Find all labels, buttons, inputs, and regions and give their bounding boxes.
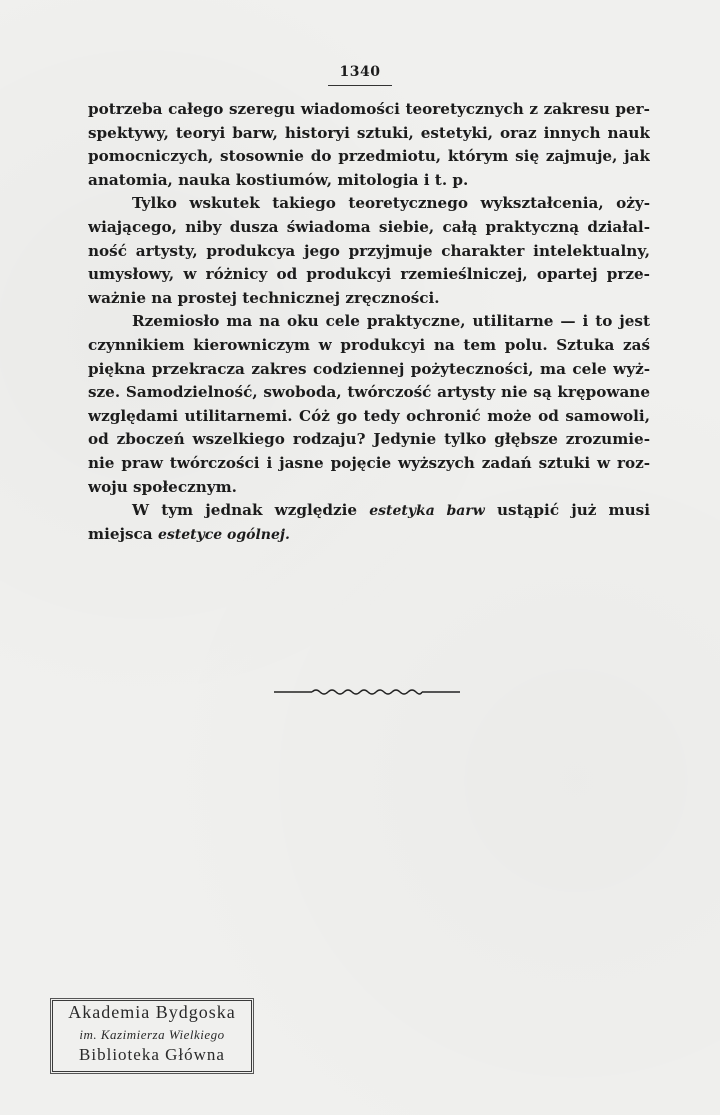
text-line-3: pomocniczych, stosownie do przedmiotu, którym się zajmuje, jak [88, 147, 650, 166]
text-line-17: woju społecznym. [88, 477, 237, 496]
text-line-16: nie praw twórczości i jasne pojęcie wyższych zadań sztuki w roz- [88, 453, 650, 472]
stamp-line-3: Biblioteka Główna [79, 1045, 225, 1064]
text-line-5: Tylko wskutek takiego teoretycznego wykształcenia, oży- [132, 194, 650, 213]
text-line-11: czynnikiem kierowniczym w produkcyi na tem polu. Sztuka zaś [88, 335, 650, 354]
wavy-ornament [272, 680, 462, 700]
text-line-10: Rzemiosło ma na oku cele praktyczne, utilitarne — i to jest [132, 312, 650, 331]
text-line-15: od zboczeń wszelkiego rodzaju? Jedynie tylko głębsze zrozumie- [88, 430, 650, 449]
text-line-13: sze. Samodzielność, swoboda, twórczość artysty nie są krępowane [88, 383, 650, 402]
text-line-7: ność artysty, produkcya jego przyjmuje charakter intelektualny, [88, 241, 650, 260]
stamp-line-2: im. Kazimierza Wielkiego [79, 1027, 225, 1042]
text-line-18-start: W tym jednak względzie [132, 501, 358, 520]
stamp-line-1: Akademia Bydgoska [68, 1002, 236, 1022]
text-line-8: umysłowy, w różnicy od produkcyi rzemieślniczej, opartej prze- [88, 265, 650, 284]
text-line-19 [88, 523, 650, 547]
text-line-14: względami utilitarnemi. Cóż go tedy ochronić może od samowoli, [88, 406, 650, 425]
library-stamp [52, 1000, 252, 1072]
text-line-4: anatomia, nauka kostiumów, mitologia i t. p. [88, 170, 469, 189]
text-line-9: ważnie na prostej technicznej zręczności. [88, 288, 440, 307]
text-line-2: spektywy, teoryi barw, historyi sztuki, estetyki, oraz innych nauk [88, 123, 650, 142]
text-line-6: wiającego, niby dusza świadoma siebie, całą praktyczną działal- [88, 217, 650, 236]
text-line-1: potrzeba całego szeregu wiadomości teoretycznych z zakresu per- [88, 100, 650, 118]
page-number-rule [328, 85, 392, 86]
text-line-12: piękna przekracza zakres codziennej pożyteczności, ma cele wyż- [88, 359, 650, 378]
text-line-18 [88, 499, 650, 523]
page-number: 1340 [339, 64, 381, 80]
body-text [88, 98, 650, 546]
text-line-19-start: miejsca [88, 524, 153, 543]
italic-estetyka-barw: estetyka barw [369, 503, 485, 520]
text-line-18-end: ustąpić już musi [496, 501, 650, 520]
italic-estetyce-ogolnej: estetyce ogólnej. [157, 526, 290, 543]
